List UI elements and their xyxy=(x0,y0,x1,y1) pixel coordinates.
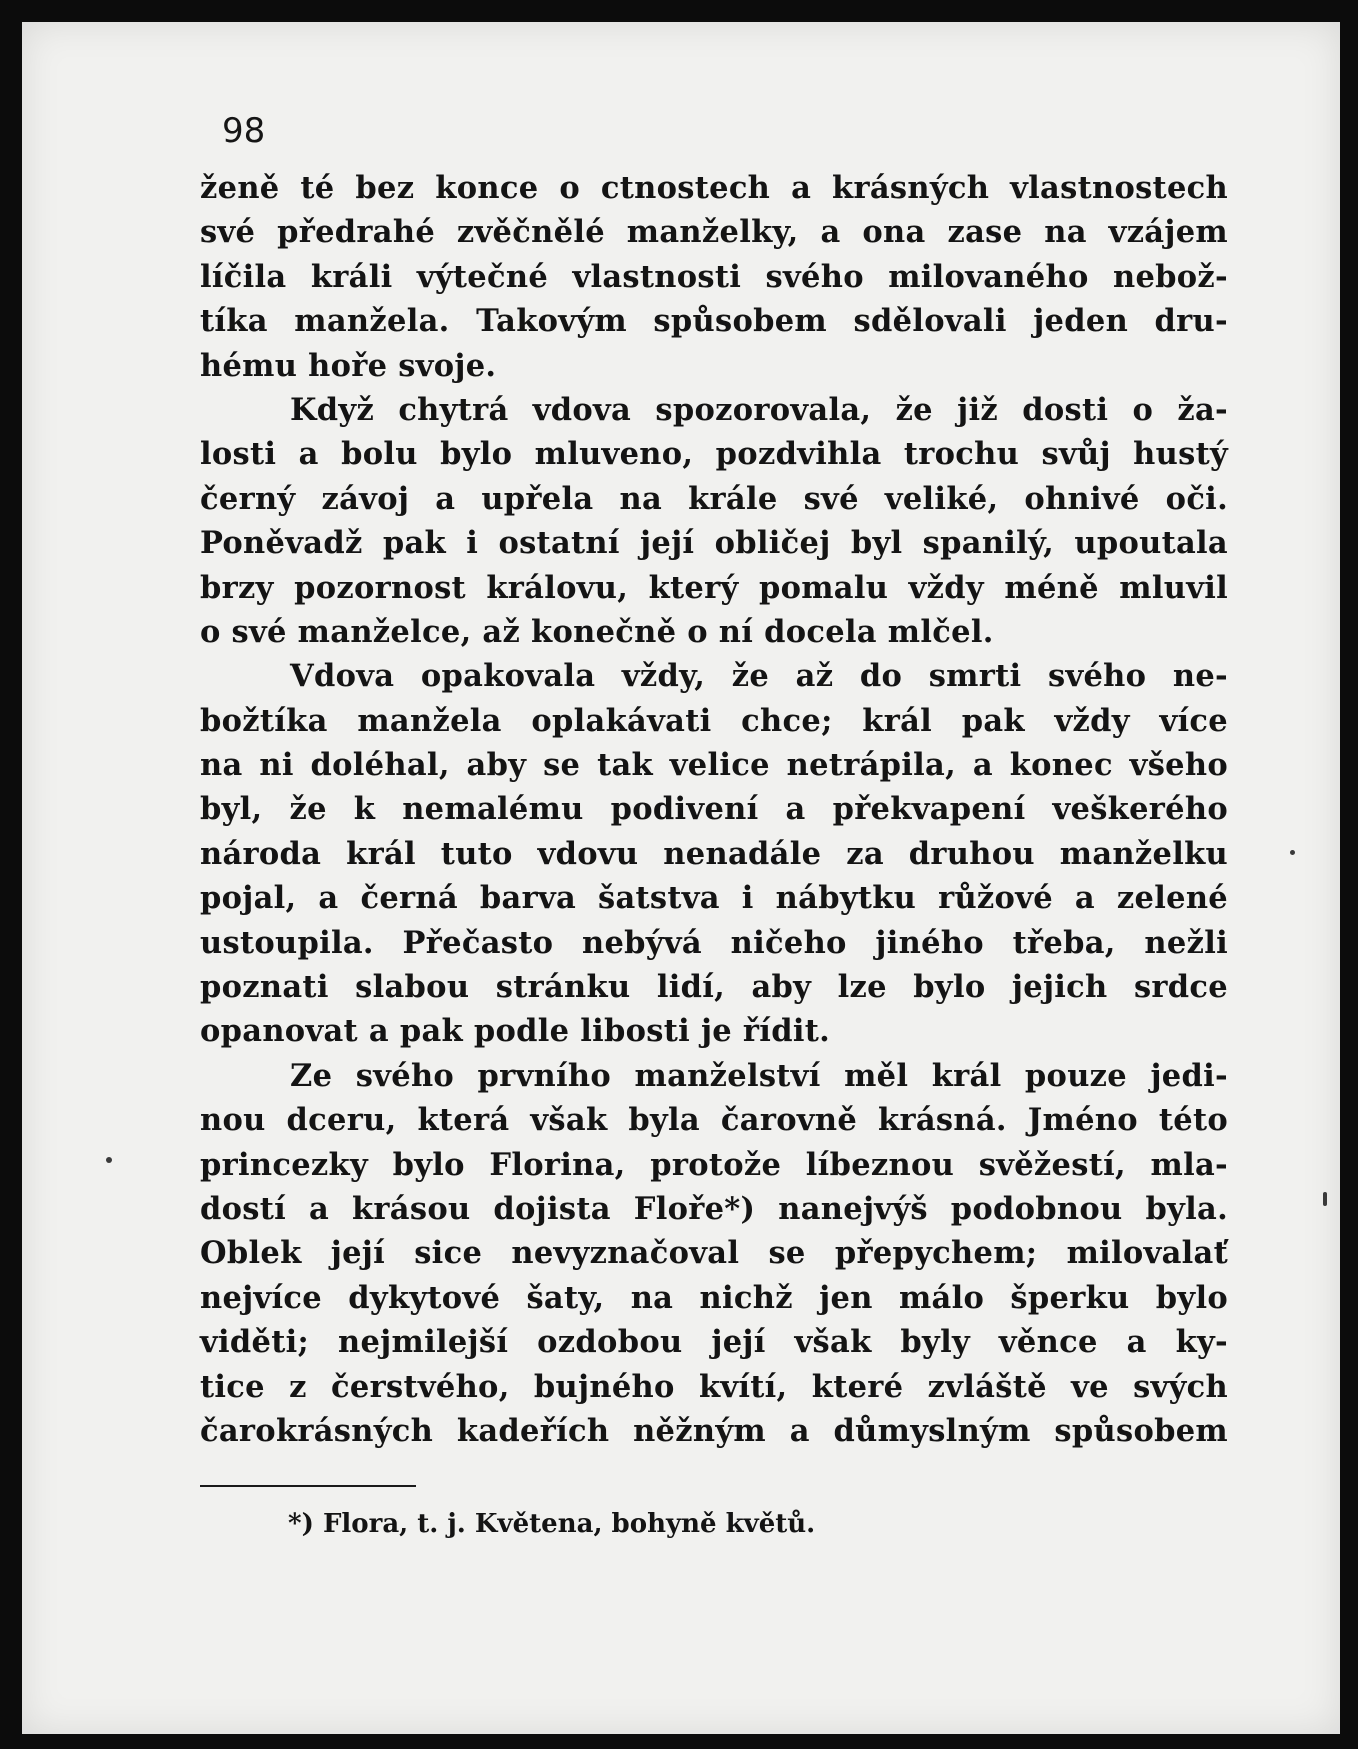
page-number: 98 xyxy=(222,111,266,151)
text-line: národa král tuto vdovu nenadále za druhou manželku xyxy=(200,835,1228,872)
text-line: Vdova opakovala vždy, že až do smrti svého ne- xyxy=(290,658,1228,695)
text-line: losti a bolu bylo mluveno, pozdvihla trochu svůj hustý xyxy=(200,436,1228,473)
text-line: své předrahé zvěčnělé manželky, a ona zase na vzájem xyxy=(200,214,1228,251)
text-line: viděti; nejmilejší ozdobou její však byly věnce a ky- xyxy=(200,1324,1228,1361)
scan-speck xyxy=(1290,850,1295,855)
text-line: ustoupila. Přečasto nebývá ničeho jiného třeba, nežli xyxy=(200,924,1228,961)
text-line: Poněvadž pak i ostatní její obličej byl spanilý, upoutala xyxy=(200,525,1228,562)
text-line: ženě té bez konce o ctnostech a krásných vlastnostech xyxy=(200,170,1228,206)
scan-speck xyxy=(1323,1192,1327,1206)
text-line: Oblek její sice nevyznačoval se přepychem; milovalať xyxy=(200,1235,1228,1272)
footnote-divider xyxy=(200,1485,416,1487)
body-text xyxy=(200,166,1228,1453)
scan-speck xyxy=(106,1157,112,1163)
text-line: čarokrásných kadeřích něžným a důmyslným spůsobem xyxy=(200,1412,1228,1449)
text-line: božtíka manžela oplakávati chce; král pak vždy více xyxy=(200,702,1228,739)
text-line: Když chytrá vdova spozorovala, že již dosti o ža- xyxy=(290,391,1228,428)
footnote: *) Flora, t. j. Květena, bohyně květů. xyxy=(288,1509,816,1539)
text-line: černý závoj a upřela na krále své veliké, ohnivé oči. xyxy=(200,480,1228,517)
text-line: Ze svého prvního manželství měl král pouze jedi- xyxy=(290,1057,1228,1094)
text-line: pojal, a černá barva šatstva i nábytku růžové a zelené xyxy=(200,880,1228,917)
text-line: líčila králi výtečné vlastnosti svého milovaného nebož- xyxy=(200,258,1228,295)
text-line: poznati slabou stránku lidí, aby lze bylo jejich srdce xyxy=(200,969,1228,1006)
text-line: hému hoře svoje. xyxy=(200,347,497,384)
text-line: tice z čerstvého, bujného kvítí, které zvláště ve svých xyxy=(200,1368,1228,1405)
text-line: tíka manžela. Takovým spůsobem sdělovali jeden dru- xyxy=(200,303,1228,340)
text-line: princezky bylo Florina, protože líbeznou svěžestí, mla- xyxy=(200,1146,1228,1183)
text-line: dostí a krásou dojista Floře*) nanejvýš podobnou byla. xyxy=(200,1190,1228,1227)
text-line: byl, že k nemalému podivení a překvapení veškerého xyxy=(200,791,1228,828)
text-line: opanovat a pak podle libosti je řídit. xyxy=(200,1013,831,1050)
text-line: nou dceru, která však byla čarovně krásná. Jméno této xyxy=(200,1102,1228,1139)
text-line: brzy pozornost královu, který pomalu vždy méně mluvil xyxy=(200,569,1228,606)
text-line: nejvíce dykytové šaty, na nichž jen málo šperku bylo xyxy=(200,1279,1228,1316)
text-line: na ni doléhal, aby se tak velice netrápila, a konec všeho xyxy=(200,747,1228,784)
text-line: o své manželce, až konečně o ní docela mlčel. xyxy=(200,613,994,650)
